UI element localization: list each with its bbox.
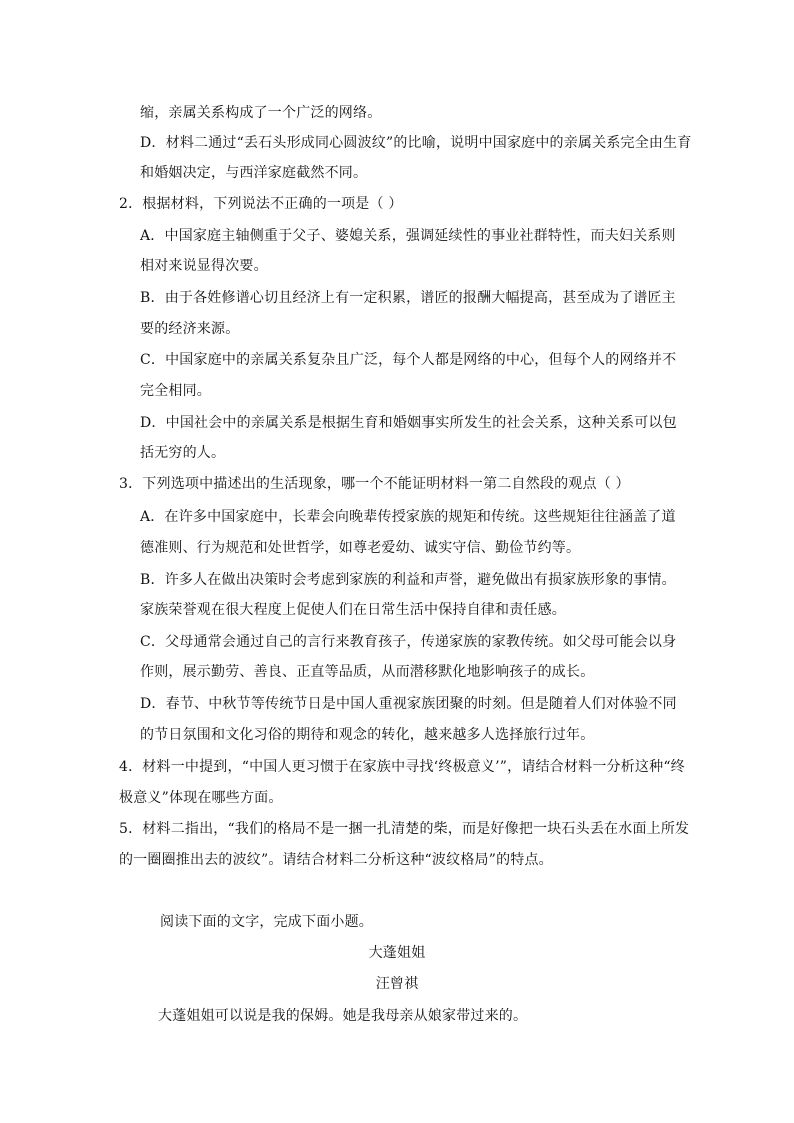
text-line: 的节日氛围和文化习俗的期待和观念的转化，越来越多人选择旅行过年。 xyxy=(140,727,595,743)
option-d-line: D．材料二通过“丢石头形成同心圆波纹”的比喻，说明中国家庭中的亲属关系完全由生育 xyxy=(140,135,692,151)
option-c-line: C．中国家庭中的亲属关系复杂且广泛，每个人都是网络的中心，但每个人的网络并不 xyxy=(140,352,677,368)
text-line: 相对来说显得次要。 xyxy=(140,258,268,274)
question-3: 3．下列选项中描述出的生活现象，哪一个不能证明材料一第二自然段的观点（ ） xyxy=(119,476,630,492)
text-line: 极意义”体现在哪些方面。 xyxy=(119,790,283,806)
text-line: 缩，亲属关系构成了一个广泛的网络。 xyxy=(140,105,382,121)
article-author: 汪曾祺 xyxy=(375,976,419,992)
option-d-line: D．中国社会中的亲属关系是根据生育和婚姻事实所发生的社会关系，这种关系可以包 xyxy=(140,415,677,431)
text-line: 和婚姻决定，与西洋家庭截然不同。 xyxy=(140,165,368,181)
article-title: 大蓬姐姐 xyxy=(368,945,426,961)
option-d-line: D．春节、中秋节等传统节日是中国人重视家族团聚的时刻。但是随着人们对体验不同 xyxy=(140,696,677,712)
option-b-line: B．由于各姓修谱心切且经济上有一定积累，谱匠的报酬大幅提高，甚至成为了谱匠主 xyxy=(140,290,676,306)
option-b-line: B．许多人在做出决策时会考虑到家族的利益和声誉，避免做出有损家族形象的事情。 xyxy=(140,572,676,588)
option-a-line: A．中国家庭主轴侧重于父子、婆媳关系，强调延续性的事业社群特性，而夫妇关系则 xyxy=(140,228,676,244)
option-c-line: C．父母通常会通过自己的言行来教育孩子，传递家族的家教传统。如父母可能会以身 xyxy=(140,634,677,650)
text-line: 要的经济来源。 xyxy=(140,321,240,337)
text-line: 完全相同。 xyxy=(140,383,211,399)
text-line: 的一圈圈推出去的波纹”。请结合材料二分析这种“波纹格局”的特点。 xyxy=(119,852,553,868)
text-line: 作则，展示勤劳、善良、正直等品质，从而潜移默化地影响孩子的成长。 xyxy=(140,664,595,680)
question-5: 5．材料二指出，“我们的格局不是一捆一扎清楚的柴，而是好像把一块石头丢在水面上所发 xyxy=(119,821,690,837)
text-line: 家族荣誉观在很大程度上促使人们在日常生活中保持自律和责任感。 xyxy=(140,602,566,618)
article-paragraph: 大蓬姐姐可以说是我的保姆。她是我母亲从娘家带过来的。 xyxy=(158,1008,528,1024)
text-line: 德准则、行为规范和处世哲学，如尊老爱幼、诚实守信、勤俭节约等。 xyxy=(140,540,581,556)
question-4: 4．材料一中提到，“中国人更习惯于在家族中寻找‘终极意义’”，请结合材料一分析这种“终 xyxy=(119,759,685,775)
text-line: 括无穷的人。 xyxy=(140,445,226,461)
option-a-line: A．在许多中国家庭中，长辈会向晚辈传授家族的规矩和传统。这些规矩往往涵盖了道 xyxy=(140,509,676,525)
question-2: 2．根据材料，下列说法不正确的一项是（ ） xyxy=(119,196,403,212)
reading-instruction: 阅读下面的文字，完成下面小题。 xyxy=(160,914,373,930)
